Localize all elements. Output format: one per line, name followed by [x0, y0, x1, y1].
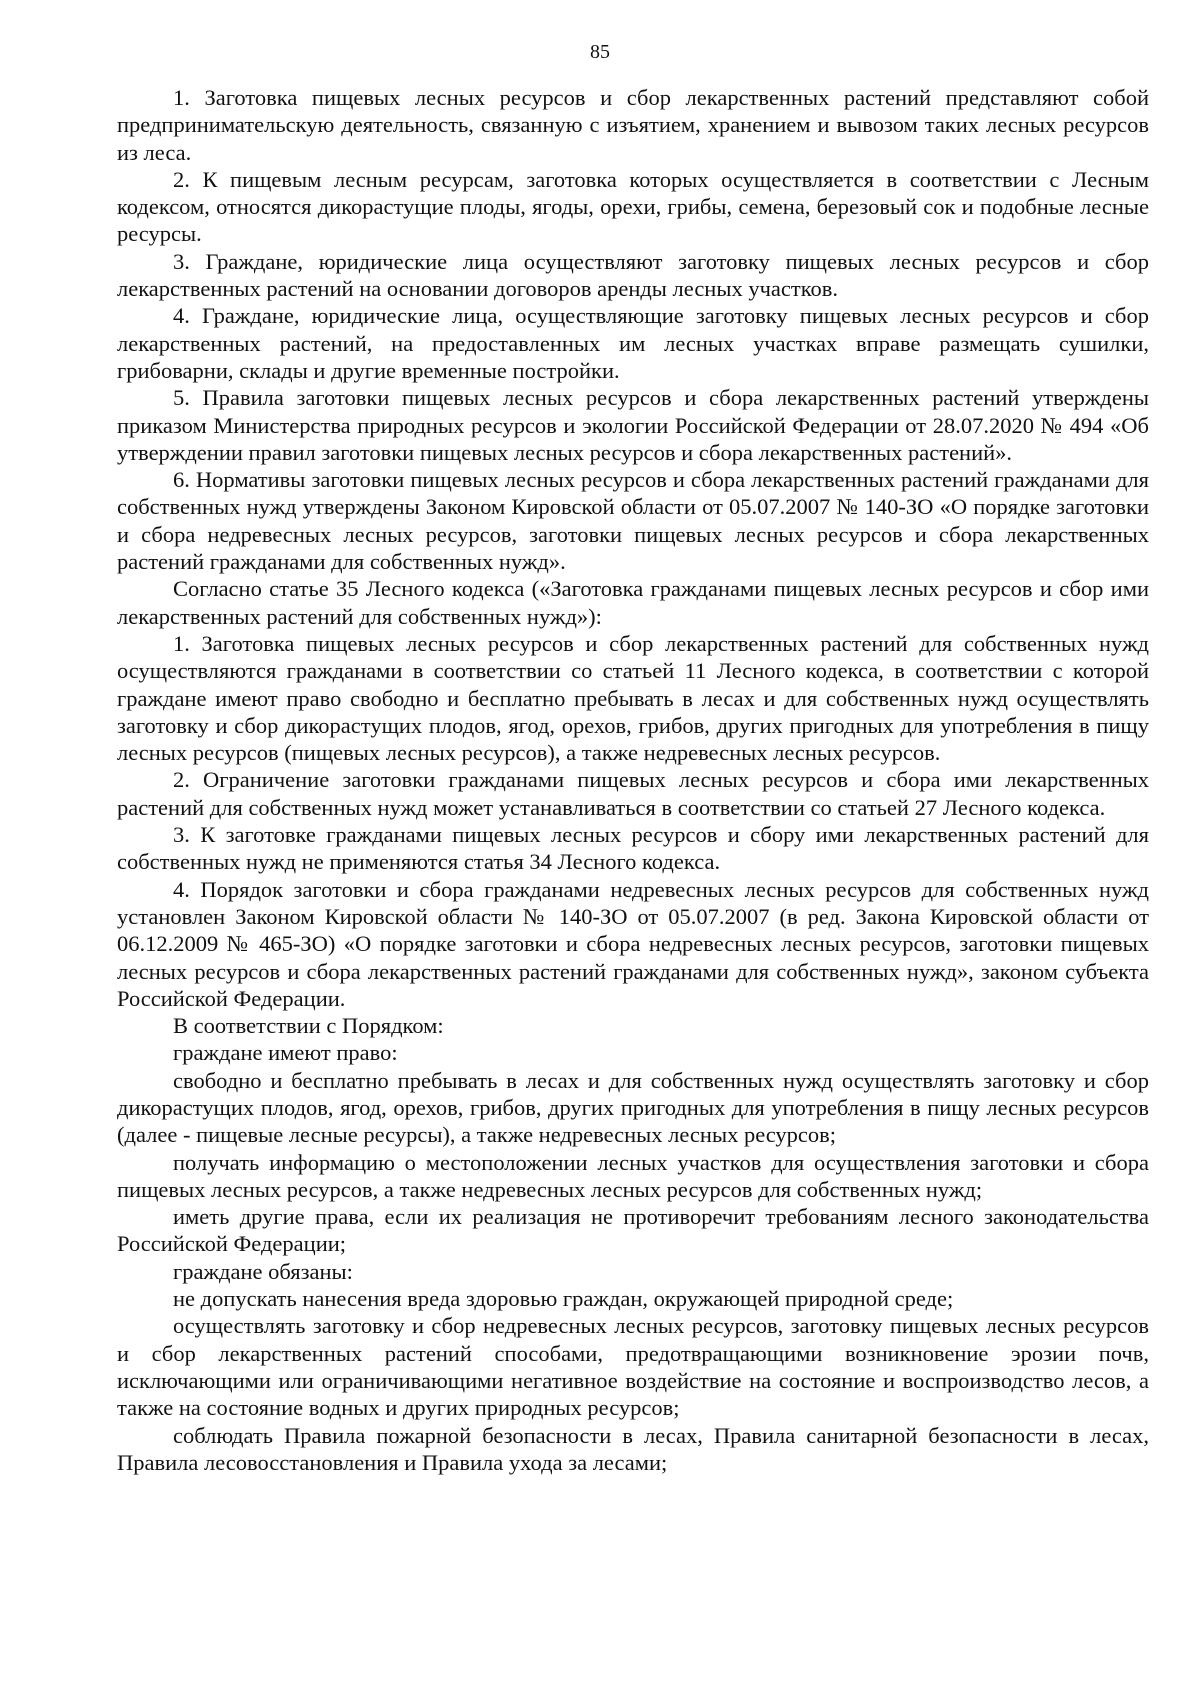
paragraph: 2. К пищевым лесным ресурсам, заготовка которых осуществляется в соответствии с Лесным кодексом, относятся дикорастущие плоды, ягоды, орехи, грибы, семена, березовый сок и подобные лесные ресурсы. [117, 166, 1149, 247]
paragraph: В соответствии с Порядком: [173, 1013, 444, 1039]
paragraph: 6. Нормативы заготовки пищевых лесных ресурсов и сбора лекарственных растений гражданами для собственных нужд утверждены Законом Кировской области от 05.07.2007 № 140-ЗО «О порядке заготовки и сбора недревесных лесных ресурсов, заготовки пищевых лесных ресурсов и сбора лекарственных растений гражданами для собственных нужд». [117, 467, 1149, 575]
paragraph: граждане имеют право: [173, 1040, 398, 1066]
paragraph: свободно и бесплатно пребывать в лесах и для собственных нужд осуществлять заготовку и сбор дикорастущих плодов, ягод, орехов, грибов, других пригодных для употребления в пищу лесных ресурсов (далее - пищевые лесные ресурсы), а также недревесных лесных ресурсов; [117, 1067, 1149, 1148]
paragraph: 2. Ограничение заготовки гражданами пищевых лесных ресурсов и сбора ими лекарственных растений для собственных нужд может устанавливаться в соответствии со статьей 27 Лесного кодекса. [117, 767, 1149, 820]
paragraph: осуществлять заготовку и сбор недревесных лесных ресурсов, заготовку пищевых лесных ресурсов и сбор лекарственных растений способами, предотвращающими возникновение эрозии почв, исключающими или ограничивающими негативное воздействие на состояние и воспроизводство лесов, а также на состояние водных и других природных ресурсов; [117, 1313, 1149, 1421]
paragraph: получать информацию о местоположении лесных участков для осуществления заготовки и сбора пищевых лесных ресурсов, а также недревесных лесных ресурсов для собственных нужд; [117, 1149, 1149, 1202]
paragraph: 4. Граждане, юридические лица, осуществляющие заготовку пищевых лесных ресурсов и сбор лекарственных растений, на предоставленных им лесных участках вправе размещать сушилки, грибоварни, склады и другие временные постройки. [117, 303, 1149, 383]
paragraph: соблюдать Правила пожарной безопасности в лесах, Правила санитарной безопасности в лесах, Правила лесовосстановления и Правила ухода за лесами; [117, 1422, 1149, 1475]
document-body [117, 84, 1149, 1476]
paragraph: иметь другие права, если их реализация не противоречит требованиям лесного законодательства Российской Федерации; [117, 1204, 1149, 1257]
paragraph: Согласно статье 35 Лесного кодекса («Заготовка гражданами пищевых лесных ресурсов и сбор ими лекарственных растений для собственных нужд»): [117, 576, 1149, 629]
paragraph: не допускать нанесения вреда здоровью граждан, окружающей природной среде; [173, 1286, 954, 1312]
paragraph: граждане обязаны: [173, 1258, 353, 1284]
paragraph: 3. К заготовке гражданами пищевых лесных ресурсов и сбору ими лекарственных растений для собственных нужд не применяются статья 34 Лесного кодекса. [117, 822, 1149, 875]
page-number: 85 [590, 41, 610, 63]
paragraph: 5. Правила заготовки пищевых лесных ресурсов и сбора лекарственных растений утверждены приказом Министерства природных ресурсов и экологии Российской Федерации от 28.07.2020 № 494 «Об утверждении правил заготовки пищевых лесных ресурсов и сбора лекарственных растений». [117, 385, 1149, 465]
paragraph: 4. Порядок заготовки и сбора гражданами недревесных лесных ресурсов для собственных нужд установлен Законом Кировской области № 140-ЗО от 05.07.2007 (в ред. Закона Кировской области от 06.12.2009 № 465-ЗО) «О порядке заготовки и сбора недревесных лесных ресурсов, заготовки пищевых лесных ресурсов и сбора лекарственных растений гражданами для собственных нужд», законом субъекта Российской Федерации. [117, 876, 1149, 1011]
paragraph: 1. Заготовка пищевых лесных ресурсов и сбор лекарственных растений представляют собой предпринимательскую деятельность, связанную с изъятием, хранением и вывозом таких лесных ресурсов из леса. [117, 85, 1149, 165]
paragraph: 1. Заготовка пищевых лесных ресурсов и сбор лекарственных растений для собственных нужд осуществляются гражданами в соответствии со статьей 11 Лесного кодекса, в соответствии с которой граждане имеют право свободно и бесплатно пребывать в лесах и для собственных нужд осуществлять заготовку и сбор дикорастущих плодов, ягод, орехов, грибов, других пригодных для употребления в пищу лесных ресурсов (пищевых лесных ресурсов), а также недревесных лесных ресурсов. [117, 630, 1149, 766]
paragraph: 3. Граждане, юридические лица осуществляют заготовку пищевых лесных ресурсов и сбор лекарственных растений на основании договоров аренды лесных участков. [117, 248, 1149, 302]
